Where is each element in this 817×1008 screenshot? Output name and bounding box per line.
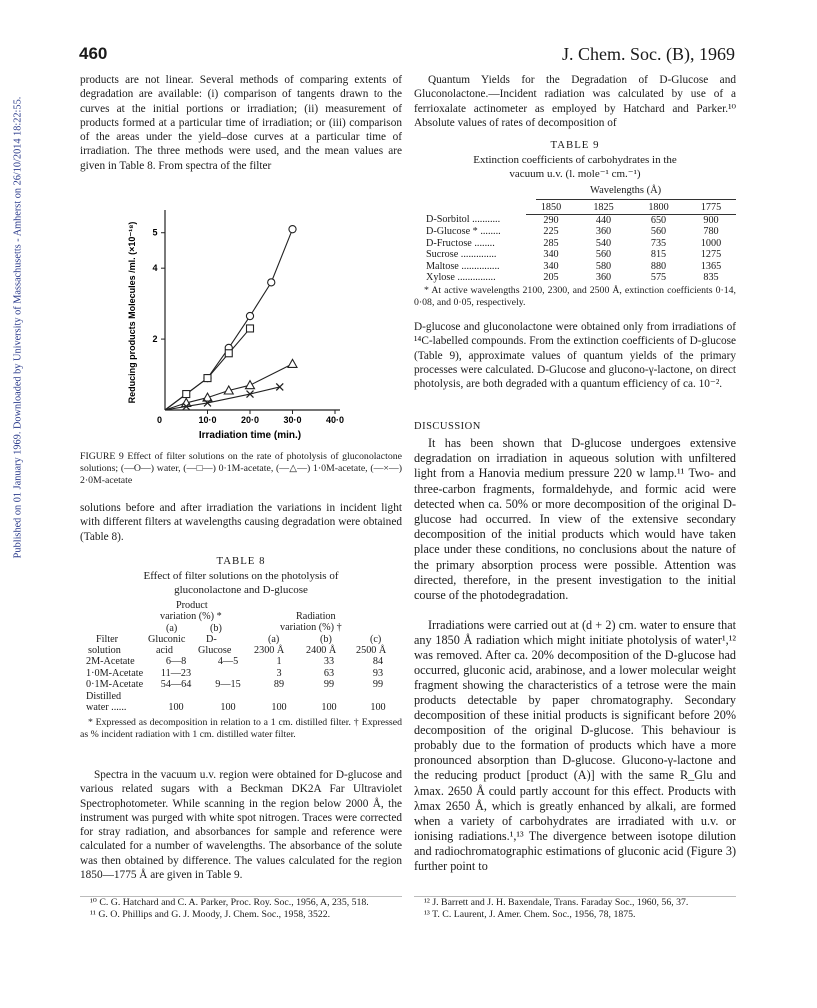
table-cell: 560 <box>650 226 667 237</box>
data-point-triangle <box>246 381 255 389</box>
table-cell: 33 <box>323 656 335 667</box>
table-cell: 360 <box>595 226 612 237</box>
table-cell: 93 <box>372 667 384 679</box>
table-cell: 340 <box>543 249 559 260</box>
data-point-square <box>225 350 232 357</box>
table-cell: 835 <box>703 272 719 283</box>
row-label: 1·0M-Acetate <box>86 667 144 679</box>
table-8-body <box>84 656 402 714</box>
table-cell: 4—5 <box>217 656 239 667</box>
row-label: Xylose ............... <box>426 272 496 283</box>
table-cell: 63 <box>323 667 335 679</box>
row-label: Maltose ............... <box>426 260 500 272</box>
discussion-paragraph-1: It has been shown that D-glucose undergoes extensive degradation on irradiation in aqueous solution with unfiltered light from a Hanovia medium pressure 220 w lamp.¹¹ Two- and three-carbon fragments, formaldehyde, and formic acid were detected when ca. 50% or more decomposition of the original D-glucose had occurred. In view of the extensive secondary decomposition of the initial products which would have taken place under these conditions, no conclusions about the nature of the primary absorption process were possible. Attention was directed, therefore, in the present investigation to the initial course of the photodegradation. <box>414 436 736 603</box>
quantum-efficiency-paragraph: D-glucose and gluconolactone were obtained only from irradiations of ¹⁴C-labelled compounds. From the extinction coefficients of D-glucose (Table 9), approximate values of quantum yields of the primary processes were calculated. D-Glucose and glucono-γ-lactone, on direct photolysis, are both degraded with a quantum efficiency of ca. 10⁻². <box>414 321 736 391</box>
table-cell: 290 <box>543 214 559 226</box>
data-point-square <box>183 391 190 398</box>
page-number: 460 <box>79 44 108 63</box>
table-cell: 225 <box>543 226 559 237</box>
table-cell: 650 <box>650 214 667 226</box>
x-tick-label: 30·0 <box>283 415 302 425</box>
table-row <box>424 272 736 284</box>
column-header: 1775 <box>686 202 736 214</box>
table-row <box>424 261 736 273</box>
data-point-circle <box>268 279 275 286</box>
data-point-cross <box>276 383 283 390</box>
table-cell: 100 <box>220 702 236 713</box>
table-cell: 540 <box>595 237 612 249</box>
table-cell: 285 <box>543 237 559 249</box>
row-label: D-Sorbitol ........... <box>426 214 501 226</box>
y-tick-label: 4 <box>152 263 158 274</box>
table-9-body <box>424 202 736 284</box>
table-9-caption: Extinction coefficients of carbohydrates in the vacuum u.v. (l. mole⁻¹ cm.⁻¹) <box>473 154 677 180</box>
table-cell <box>202 668 254 680</box>
table-cell <box>202 691 254 703</box>
row-label: Sucrose .............. <box>426 249 497 260</box>
table-cell: 1275 <box>700 249 722 260</box>
table-cell <box>254 691 304 703</box>
table-cell: 84 <box>372 656 384 667</box>
table-cell <box>304 691 354 703</box>
figure-9-chart <box>105 195 375 445</box>
table-cell: 205 <box>543 272 559 283</box>
table-cell: 580 <box>595 260 612 272</box>
table-row <box>424 226 736 238</box>
data-point-square <box>247 325 254 332</box>
table-row <box>84 679 402 691</box>
table-cell: 100 <box>370 702 386 713</box>
table-8-footnote: * Expressed as decomposition in relation to a 1 cm. distilled filter. † Expressed as % incident radiation with 1 cm. distilled water filter. <box>80 717 402 740</box>
table-9: Wavelengths (Å) 1850 1825 1800 1775 D-Sorbitol ........... 290 440 650 900 D-Glucose * ........ 225 360 560 780 D-Fructose ........ 285 540 735 1000 Sucrose .............. 340 560 815 1275 Maltose ............... 340 580 880 1365 Xylose ............... 205 360 575 835 <box>424 185 736 284</box>
discussion-paragraph-2: Irradiations were carried out at (d + 2) cm. water to ensure that any 1850 Å radiation which might initiate photolysis of water¹,¹² was removed. After ca. 20% decomposition of the D-glucose had occurred, gluconic acid, arabinose, and a lower molecular weight fragment showing the characteristics of a tetrose were the main products detectable by paper chromatography. Secondary decomposition of these initial products is significant before 20% decomposition of the original D-glucose. This behaviour is probably due to the formation of products which have a more pronounced absorption than D-glucose. Glucono-γ-lactone and the reducing product [product (A)] with the same R_Glu and λmax. 2650 Å could partly account for this effect. Products with λmax 2650 Å, which is greatly enhanced by alkali, are formed when a variety of carbohydrates are irradiated with u.v. or ionising radiations.¹,¹³ The divergence between isotope dilution and radiochromatographic estimations of gluconic acid (Figure 3) further point to <box>414 618 736 873</box>
download-notice: Published on 01 January 1969. Downloaded by University of Massachusetts - Amherst on 26/10/2014 18:22:55. <box>12 96 24 559</box>
table-row <box>424 214 736 226</box>
table-row <box>424 238 736 250</box>
table-row <box>424 249 736 261</box>
table-cell: 99 <box>372 679 384 690</box>
table-cell: 440 <box>595 214 612 226</box>
column-header: 1800 <box>631 202 686 214</box>
table-cell <box>354 691 402 703</box>
row-label: 2M-Acetate <box>86 656 135 667</box>
data-point-triangle <box>288 359 297 367</box>
quantum-yields-paragraph: Quantum Yields for the Degradation of D-Glucose and Gluconolactone.—Incident radiation was calculated by use of a ferrioxalate actinometer as employed by Hatchard and Parker.¹⁰ Absolute values of rates of decomposition of <box>414 74 736 129</box>
table-row <box>84 668 402 680</box>
row-label: D-Fructose ........ <box>426 237 495 249</box>
right-references: ¹² J. Barrett and J. H. Baxendale, Trans. Faraday Soc., 1960, 56, 37. ¹³ T. C. Laurent, J. Amer. Chem. Soc., 1956, 78, 1875. <box>424 897 689 920</box>
table-cell: 735 <box>650 237 667 249</box>
after-figure-paragraph: solutions before and after irradiation the variations in incident light with different filters at wavelengths causing degradation were obtained (Table 8). <box>80 502 402 543</box>
row-label: water ...... <box>86 702 127 713</box>
table-8-title: TABLE 8 <box>216 555 266 567</box>
x-axis-label: Irradiation time (min.) <box>198 430 302 441</box>
row-label: 0·1M-Acetate <box>86 679 144 690</box>
journal-header: J. Chem. Soc. (B), 1969 <box>562 44 735 64</box>
data-point-square <box>204 375 211 382</box>
table-cell: 900 <box>703 214 719 226</box>
column-header: 1850 <box>526 202 576 214</box>
table-9-title: TABLE 9 <box>550 139 600 151</box>
table-cell: 360 <box>595 272 612 283</box>
y-tick-label: 5 <box>152 227 158 238</box>
intro-paragraph: products are not linear. Several methods of comparing extents of degradation are available: (i) comparison of tangents drawn to the curves at the initial portions or irradiation; (ii) measurement of products formed at a particular time of irradiation; or (iii) comparison of the areas under the yield–dose curves at a particular time of irradiation. The three methods were used, and the mean values are given in Table 8. From spectra of the filter <box>80 74 402 172</box>
table-cell: 780 <box>703 226 719 237</box>
data-point-circle <box>289 226 296 233</box>
table-cell: 575 <box>650 272 667 283</box>
table-cell: 100 <box>168 702 184 713</box>
table-cell: 9—15 <box>215 679 241 690</box>
spectra-paragraph: Spectra in the vacuum u.v. region were obtained for D-glucose and various related sugars with a Beckman DK2A Far Ultraviolet Spectrophotometer. While scanning in the region below 2000 Å, the instrument was purged with white spot nitrogen. Traces were corrected for stray radiation, and absorbances for sample and reference were calculated for a number of wavelengths. The absorbance of the solute was then obtained by difference. The values calculated for the region 1850—1775 Å are given in Table 9. <box>80 769 402 882</box>
series-line-circle <box>165 229 293 410</box>
row-label: Distilled <box>86 690 122 702</box>
x-tick-label: 20·0 <box>240 415 260 425</box>
figure-caption: FIGURE 9 Effect of filter solutions on the rate of photolysis of gluconolactone solutions; (—O—) water, (—□—) 0·1M-acetate, (—△—) 1·0M-acetate, (—×—) 2·0M-acetate <box>80 451 402 486</box>
table-9-footnote: * At active wavelengths 2100, 2300, and 2500 Å, extinction coefficients 0·14, 0·08, and 0·05, respectively. <box>414 285 736 308</box>
row-label: D-Glucose * ........ <box>426 226 501 237</box>
table-cell: 880 <box>650 260 667 272</box>
table-cell: 560 <box>595 249 612 260</box>
y-axis-label: Reducing products Molecules /ml. (×10⁻¹⁸) <box>127 221 137 404</box>
table-cell: 1365 <box>700 260 722 272</box>
table-cell: 100 <box>321 702 337 713</box>
table-cell: 89 <box>273 679 285 690</box>
table-cell: 815 <box>650 249 667 260</box>
table-cell: 3 <box>276 667 282 679</box>
x-origin-label: 0 <box>156 415 162 425</box>
table-cell: 54—64 <box>160 679 192 690</box>
data-point-circle <box>246 312 253 319</box>
table-cell: 99 <box>323 679 335 690</box>
table-cell: 11—23 <box>160 667 192 679</box>
table-cell: 340 <box>543 260 559 272</box>
x-tick-label: 10·0 <box>198 415 217 425</box>
column-header: 1825 <box>576 202 631 214</box>
left-references: ¹⁰ C. G. Hatchard and C. A. Parker, Proc. Roy. Soc., 1956, A, 235, 518. ¹¹ G. O. Phillips and G. J. Moody, J. Chem. Soc., 1958, 3522. <box>90 897 369 920</box>
table-row <box>84 702 402 714</box>
table-cell: 1000 <box>700 237 722 249</box>
table-row <box>84 691 402 703</box>
table-cell: 6—8 <box>165 656 187 667</box>
table-cell: 1 <box>276 656 282 667</box>
table-cell: 100 <box>271 702 287 713</box>
table-8-caption: Effect of filter solutions on the photolysis of gluconolactone and D-glucose <box>143 570 339 596</box>
discussion-heading: DISCUSSION <box>414 421 481 432</box>
table-8: Product variation (%) * Radiation variation (%) † (a) (b) Filter solution Gluconic acid D- Glucose (a) (b) (c) 2300 Å 2400 Å 2500 Å 2M-Acetate 6—8 4—5 1 33 84 1·0M-Acetate 11—23 3 63 93 0·1M-Acetate 54—64 9—15 89 99 99 Distilled water ...... 100 100 100 100 100 <box>84 600 402 714</box>
table-cell <box>150 691 202 703</box>
y-tick-label: 2 <box>152 334 158 345</box>
x-tick-label: 40·0 <box>325 415 345 425</box>
